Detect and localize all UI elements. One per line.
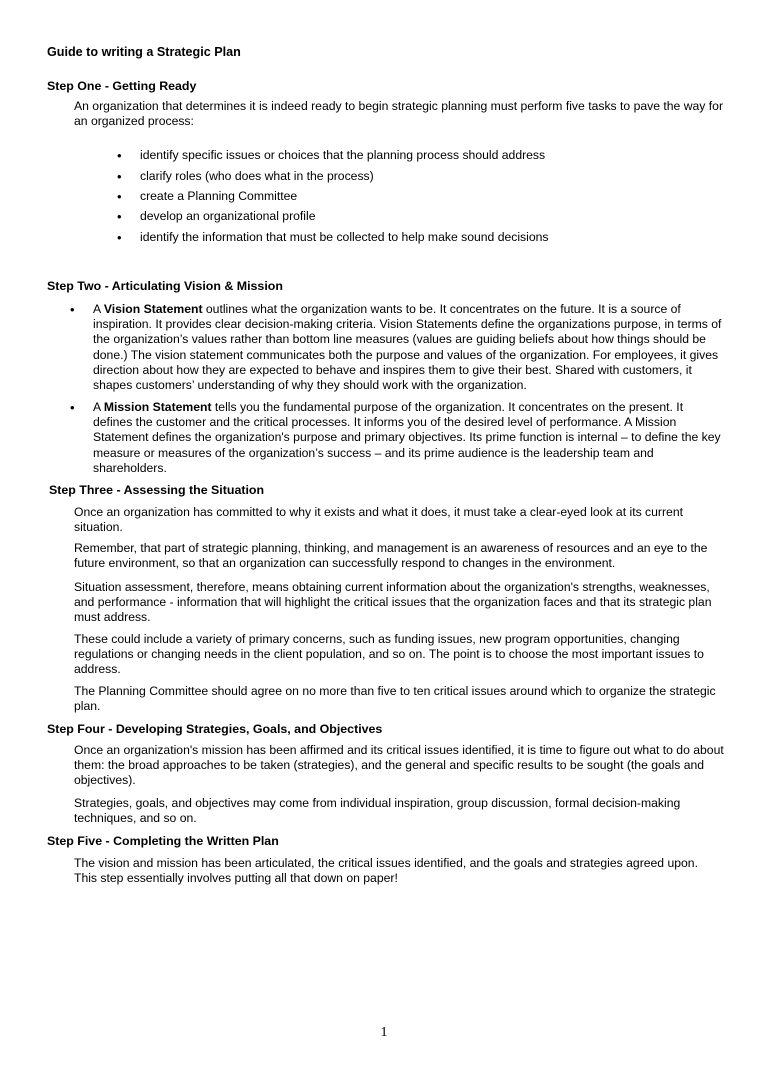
- list-item-text: create a Planning Committee: [140, 189, 298, 203]
- step-four-paragraph: Strategies, goals, and objectives may come from individual inspiration, group discussion, formal decision-making techniques, and so on.: [74, 796, 681, 826]
- list-item: [0, 189, 768, 205]
- bullet-icon: •: [70, 400, 75, 415]
- step-two-heading: Step Two - Articulating Vision & Mission: [47, 279, 283, 293]
- bullet-icon: •: [117, 230, 122, 245]
- list-item-text: identify specific issues or choices that the planning process should address: [140, 148, 546, 162]
- step-three-paragraph: Remember, that part of strategic planning, thinking, and management is an awareness of resources and an eye to the future environment, so that an organization can successfully respond to changes in the environment.: [74, 541, 708, 571]
- mission-statement-text: [93, 400, 723, 476]
- step-three-paragraph: Once an organization has committed to why it exists and what it does, it must take a clear-eyed look at its current situation.: [74, 505, 683, 535]
- vision-statement-text: [93, 302, 723, 393]
- list-item-text: identify the information that must be collected to help make sound decisions: [140, 230, 549, 244]
- bullet-icon: •: [117, 189, 122, 204]
- list-item: [0, 148, 768, 164]
- step-three-paragraph: The Planning Committee should agree on no more than five to ten critical issues around which to organize the strategic plan.: [74, 684, 716, 714]
- bullet-icon: •: [70, 302, 75, 317]
- mission-lead: A: [93, 400, 104, 414]
- step-three-paragraph: These could include a variety of primary concerns, such as funding issues, new program opportunities, changing regulations or changing needs in the client population, and so on. The point is to choose the most important issues to address.: [74, 632, 704, 677]
- step-one-heading: Step One - Getting Ready: [47, 79, 197, 93]
- list-item: [0, 209, 768, 225]
- bullet-icon: •: [117, 148, 122, 163]
- step-four-paragraph: Once an organization's mission has been affirmed and its critical issues identified, it is time to figure out what to do about them: the broad approaches to be taken (strategies), and the general and specific results to be sought (the goals and objectives).: [74, 743, 724, 788]
- page-number: 1: [380, 1025, 388, 1040]
- bullet-icon: •: [117, 209, 122, 224]
- bullet-icon: •: [117, 169, 122, 184]
- step-four-heading: Step Four - Developing Strategies, Goals, and Objectives: [47, 722, 383, 736]
- document-title: Guide to writing a Strategic Plan: [47, 45, 241, 59]
- step-one-intro: An organization that determines it is indeed ready to begin strategic planning must perform five tasks to pave the way for an organized process:: [74, 99, 723, 129]
- list-item: [0, 230, 768, 246]
- list-item-text: clarify roles (who does what in the process): [140, 169, 374, 183]
- list-item: [0, 169, 768, 185]
- mission-statement-body: tells you the fundamental purpose of the organization. It concentrates on the present. It defines the customer and the critical processes. It informs you of the desired level of performance. A Mission Statement defines the organization's purpose and primary objectives. Its prime function is internal – to define the key measure or measures of the organization’s success – and its prime audience is the leadership team and shareholders.: [93, 400, 721, 475]
- step-three-heading: Step Three - Assessing the Situation: [49, 483, 265, 497]
- step-five-paragraph: The vision and mission has been articulated, the critical issues identified, and the goals and strategies agreed upon. This step essentially involves putting all that down on paper!: [74, 856, 698, 886]
- step-three-paragraph: Situation assessment, therefore, means obtaining current information about the organization's strengths, weaknesses, and performance - information that will highlight the critical issues that the organization faces and that its strategic plan must address.: [74, 580, 712, 625]
- vision-statement-term: Vision Statement: [103, 302, 203, 316]
- list-item-text: develop an organizational profile: [140, 209, 316, 223]
- mission-statement-term: Mission Statement: [103, 400, 212, 414]
- vision-statement-body: outlines what the organization wants to be. It concentrates on the future. It is a source of inspiration. It provides clear decision-making criteria. Vision Statements define the organizations purpose, in terms of the organization’s values rather than bottom line measures (values are guiding beliefs about how things should be done.) The vision statement communicates both the purpose and values of the organization. For employees, it gives direction about how they are expected to behave and inspires them to give their best. Shared with customers, it shapes customers’ understanding of why they should work with the organization.: [93, 302, 722, 393]
- vision-lead: A: [93, 302, 104, 316]
- step-five-heading: Step Five - Completing the Written Plan: [47, 834, 279, 848]
